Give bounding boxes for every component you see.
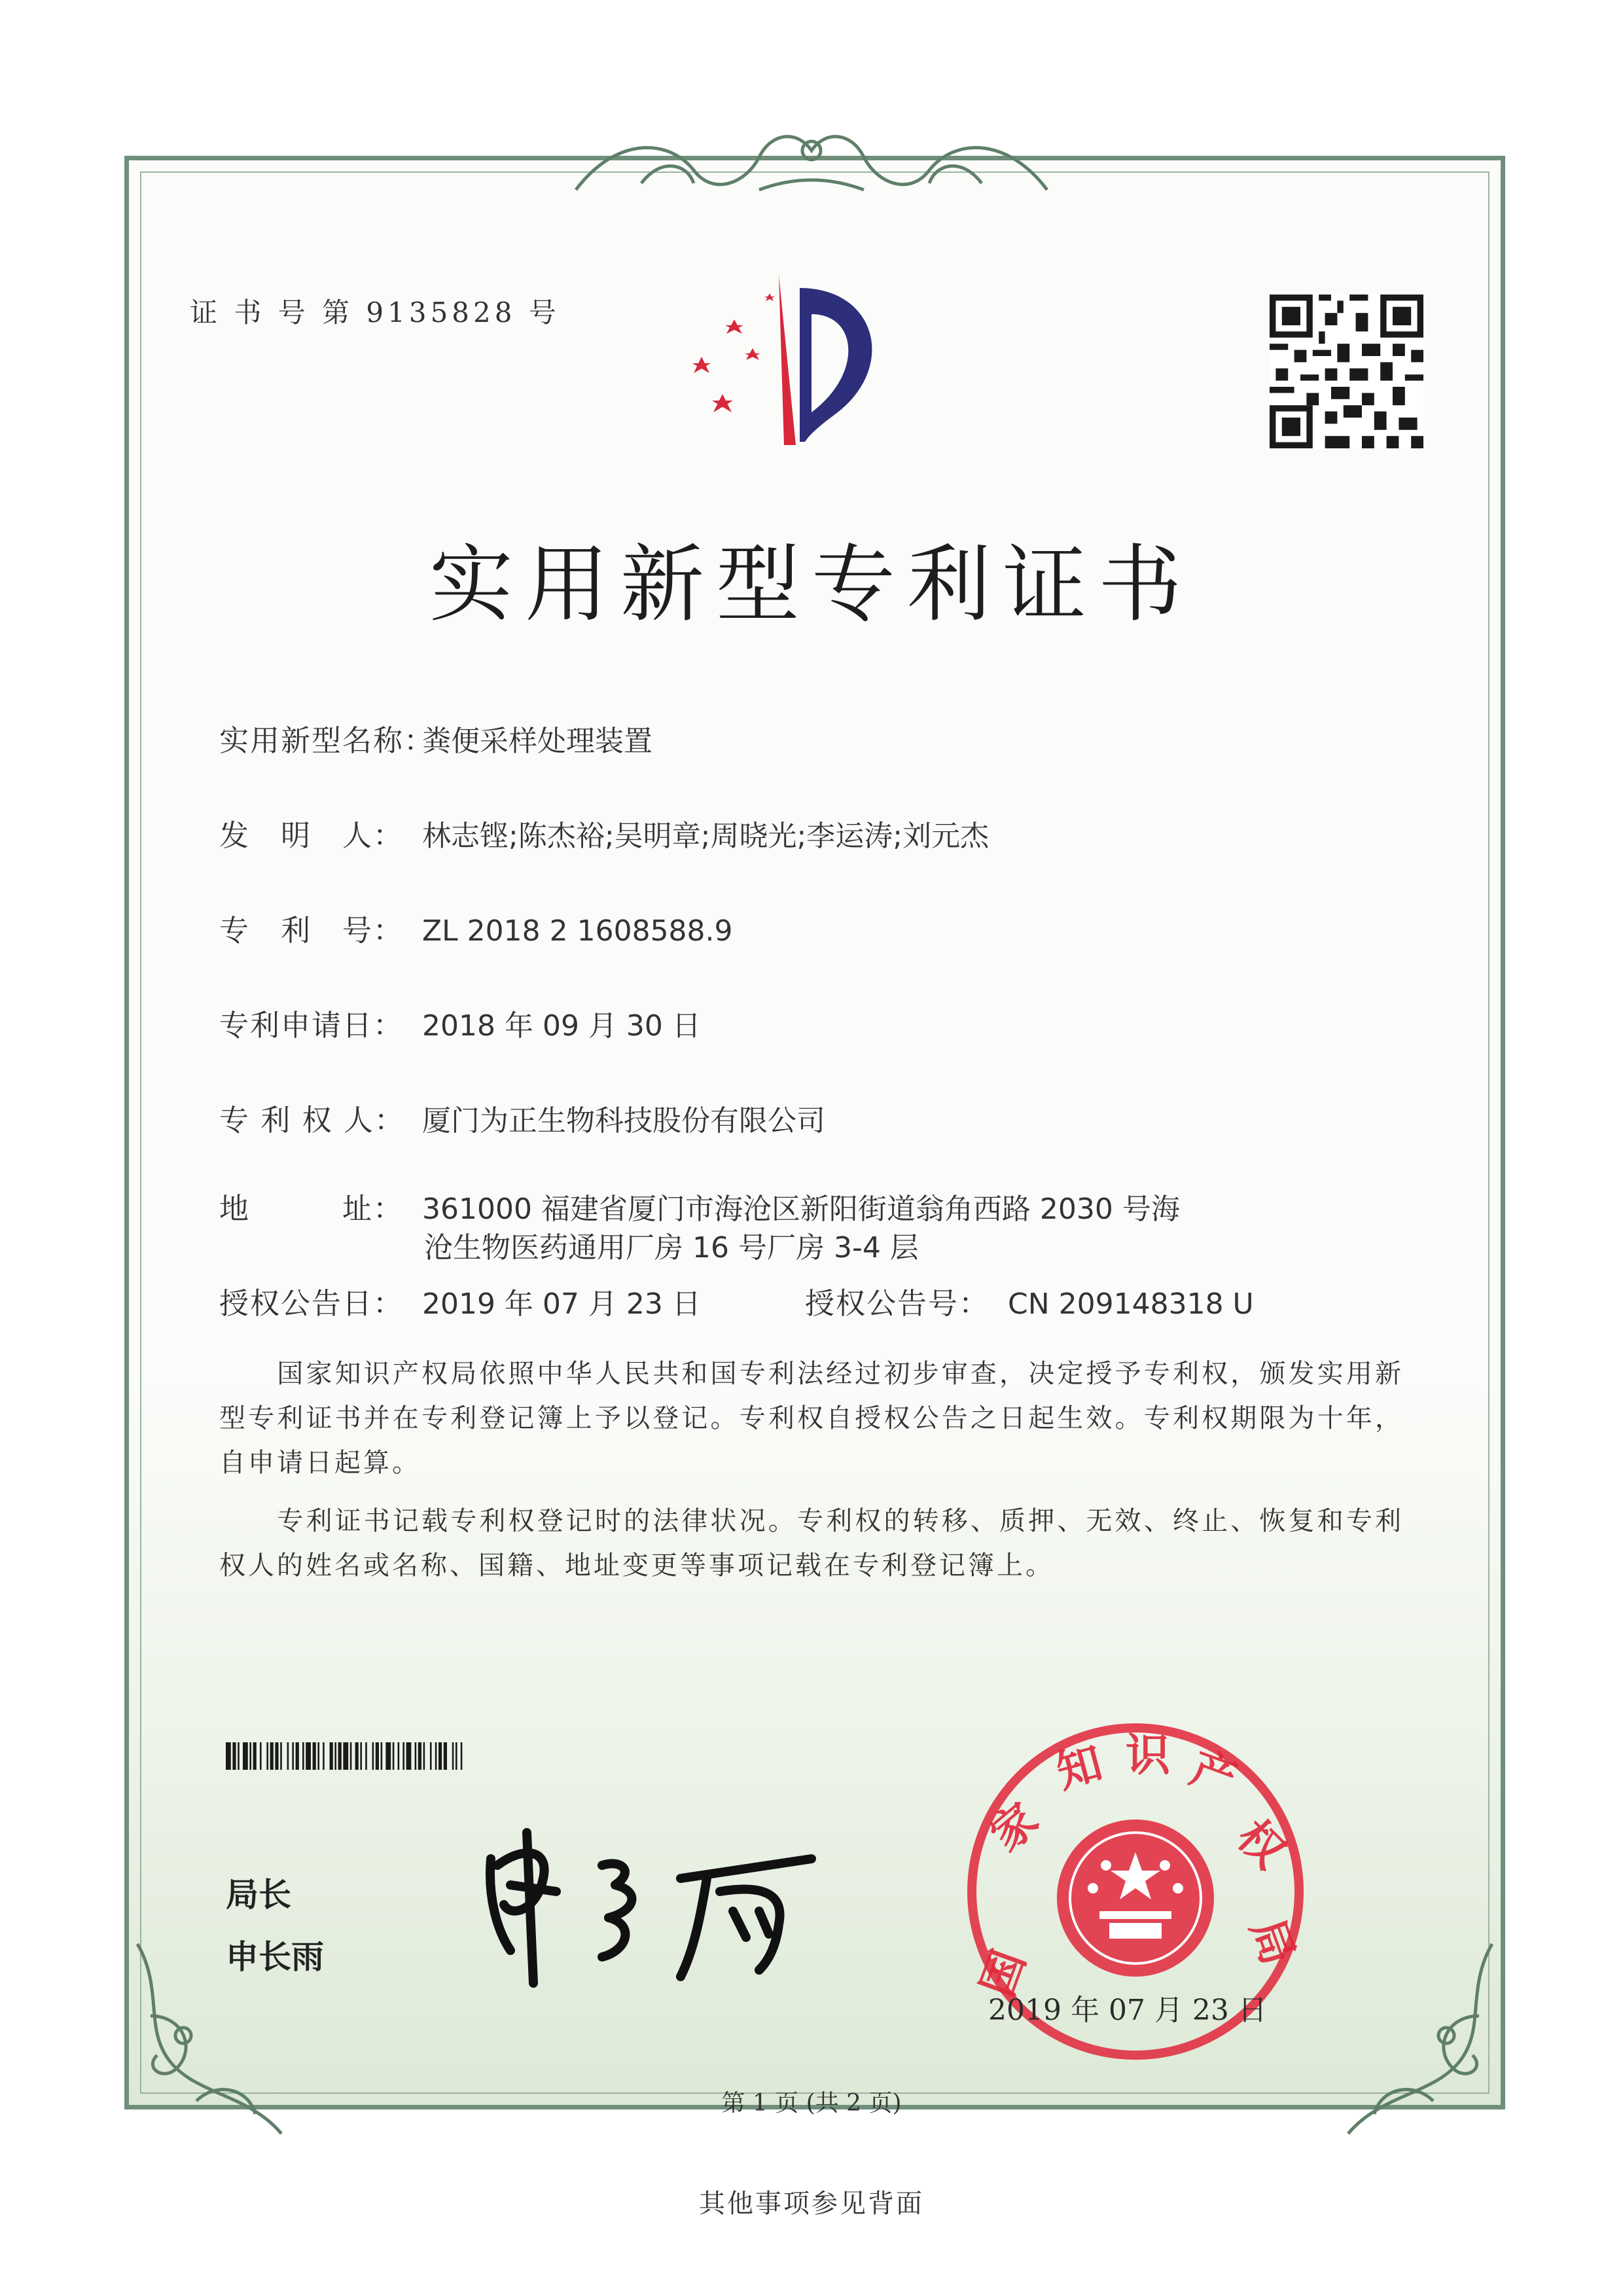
legal-paragraph-2: 专利证书记载专利权登记时的法律状况。专利权的转移、质押、无效、终止、恢复和专利权人的姓名或名称、国籍、地址变更等事项记载在专利登记簿上。 bbox=[219, 1506, 1404, 1581]
inventor-label: 发 明 人： bbox=[219, 818, 404, 853]
patentee-label: 专 利 权 人： bbox=[219, 1103, 405, 1138]
barcode bbox=[226, 1742, 612, 1770]
address-row bbox=[219, 1185, 1180, 1227]
patentee-value: 厦门为正生物科技股份有限公司 bbox=[422, 1104, 825, 1138]
certificate-title: 实用新型专利证书 bbox=[429, 536, 1194, 634]
grant-number-label: 授权公告号： bbox=[805, 1286, 990, 1321]
director-name: 申长雨 bbox=[226, 1938, 324, 1976]
utility-model-name-label: 实用新型名称： bbox=[219, 723, 435, 758]
patent-number-value: ZL 2018 2 1608588.9 bbox=[422, 914, 733, 948]
address-label: 地 址： bbox=[219, 1191, 404, 1226]
page-number: 第 1 页 (共 2 页) bbox=[721, 2090, 902, 2117]
inventor-row bbox=[219, 812, 989, 854]
address-line-2: 沧生物医药通用厂房 16 号厂房 3-4 层 bbox=[424, 1231, 919, 1265]
seal-date: 2019 年 07 月 23 日 bbox=[988, 1994, 1267, 2027]
top-ornament bbox=[563, 111, 1060, 209]
svg-text:家: 家 bbox=[980, 1793, 1048, 1862]
svg-text:产: 产 bbox=[1183, 1742, 1243, 1806]
svg-text:知: 知 bbox=[1051, 1737, 1108, 1799]
grant-date-row bbox=[219, 1280, 701, 1322]
grant-number-value: CN 209148318 U bbox=[1008, 1287, 1254, 1321]
patent-number-row bbox=[219, 906, 733, 949]
grant-date-value: 2019 年 07 月 23 日 bbox=[422, 1287, 701, 1321]
director-title: 局长 bbox=[226, 1876, 291, 1914]
director-signature bbox=[471, 1820, 838, 1996]
patent-number-label: 专 利 号： bbox=[219, 913, 404, 948]
svg-text:局: 局 bbox=[1240, 1912, 1304, 1972]
back-note: 其他事项参见背面 bbox=[699, 2189, 924, 2219]
filing-date-row bbox=[219, 1001, 701, 1044]
legal-paragraph-1: 国家知识产权局依照中华人民共和国专利法经过初步审查，决定授予专利权，颁发实用新型专利证书并在专利登记簿上予以登记。专利权自授权公告之日起生效。专利权期限为十年，自申请日起算。 bbox=[219, 1359, 1404, 1478]
filing-date-value: 2018 年 09 月 30 日 bbox=[422, 1009, 701, 1043]
svg-text:识: 识 bbox=[1126, 1730, 1171, 1782]
grant-number-row bbox=[805, 1280, 1254, 1322]
address-line-1: 361000 福建省厦门市海沧区新阳街道翁角西路 2030 号海 bbox=[422, 1193, 1180, 1226]
svg-text:权: 权 bbox=[1226, 1810, 1295, 1879]
inventor-value: 林志铿;陈杰裕;吴明章;周晓光;李运涛;刘元杰 bbox=[422, 819, 990, 853]
patentee-row bbox=[219, 1096, 825, 1139]
filing-date-label: 专利申请日： bbox=[219, 1008, 404, 1043]
svg-text:国: 国 bbox=[972, 1943, 1036, 2003]
utility-model-name-row bbox=[219, 717, 652, 759]
qr-code bbox=[1270, 295, 1423, 448]
patent-office-emblem bbox=[681, 262, 929, 458]
certificate-number: 证 书 号 第 9135828 号 bbox=[190, 296, 560, 329]
utility-model-name-value: 粪便采样处理装置 bbox=[422, 725, 652, 758]
grant-date-label: 授权公告日： bbox=[219, 1286, 404, 1321]
